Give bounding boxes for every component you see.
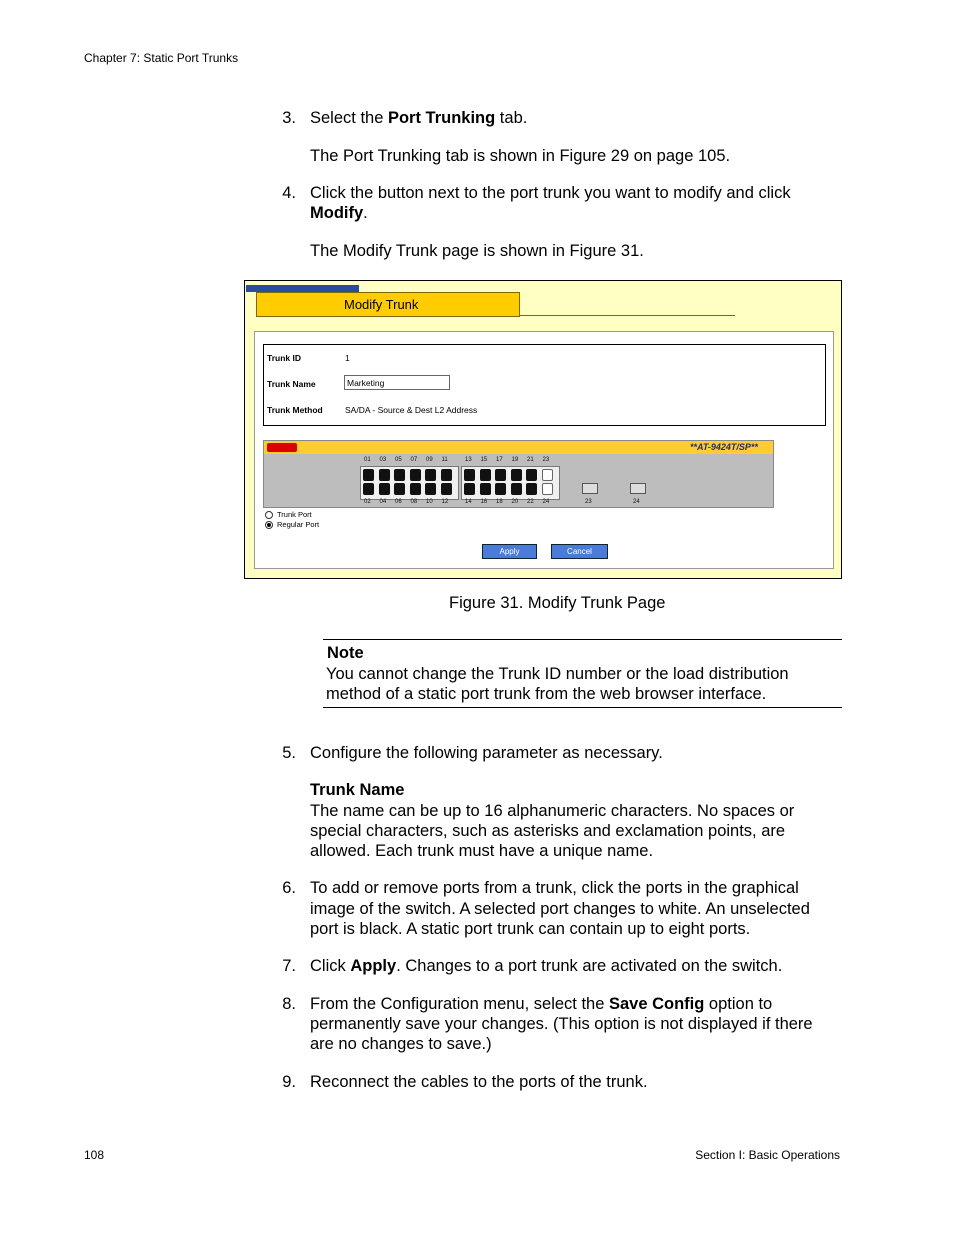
port-label: 09 [426,457,433,463]
port-label: 24 [542,499,550,505]
fiber-port[interactable] [582,483,598,494]
allied-telesis-logo [267,443,297,452]
trunk-id-label: Trunk ID [267,353,302,363]
note-line-2: method of a static port trunk from the web browser interface. [326,685,767,703]
switch-port[interactable] [495,483,506,495]
fiber-port-label: 24 [633,499,640,505]
switch-port[interactable] [425,469,436,481]
chapter-header: Chapter 7: Static Port Trunks [84,51,239,65]
trunk-name-label: Trunk Name [267,379,316,389]
switch-port[interactable] [526,469,537,481]
figure-caption: Figure 31. Modify Trunk Page [449,594,666,612]
step-7-text: Click Apply. Changes to a port trunk are activated on the switch. [310,957,783,975]
step-number: 8. [282,995,296,1013]
regular-port-label: Regular Port [277,520,320,529]
switch-port[interactable] [441,469,452,481]
step-8-line-3: are no changes to save.) [310,1035,492,1053]
section-footer: Section I: Basic Operations [695,1148,840,1162]
switch-port[interactable] [441,483,452,495]
note-title: Note [327,644,364,662]
tab-underline [520,315,735,316]
port-label: 10 [426,499,433,505]
switch-image [263,440,774,508]
step-3-text: Select the Port Trunking tab. [310,109,528,127]
modify-trunk-panel [254,331,834,569]
port-label: 05 [395,457,402,463]
switch-port[interactable] [511,483,522,495]
step-8-line-1: From the Configuration menu, select the Save Config option to [310,995,773,1013]
trunk-name-desc-3: allowed. Each trunk must have a unique name. [310,842,654,860]
port-label: 06 [395,499,402,505]
switch-port[interactable] [495,469,506,481]
step-number: 4. [282,184,296,202]
switch-port[interactable] [542,469,553,481]
step-4-para: The Modify Trunk page is shown in Figure 31. [310,242,644,260]
fiber-port-label: 23 [585,499,592,505]
step-number: 5. [282,744,296,762]
switch-port[interactable] [379,469,390,481]
switch-port[interactable] [480,483,491,495]
fiber-port[interactable] [630,483,646,494]
port-label: 07 [410,457,418,463]
port-label: 17 [496,457,503,463]
port-label: 03 [379,457,387,463]
switch-banner [264,441,773,454]
step-9-text: Reconnect the cables to the ports of the trunk. [310,1073,648,1091]
trunk-name-desc-1: The name can be up to 16 alphanumeric characters. No spaces or [310,802,795,820]
port-label: 02 [364,499,371,505]
modify-trunk-figure [244,280,842,579]
port-label: 11 [441,457,448,463]
switch-port[interactable] [394,469,405,481]
step-3-para: The Port Trunking tab is shown in Figure 29 on page 105. [310,147,731,165]
step-number: 7. [282,957,296,975]
port-label: 04 [379,499,387,505]
trunk-name-input[interactable]: Marketing [344,375,450,390]
step-8-line-2: permanently save your changes. (This option is not displayed if there [310,1015,813,1033]
trunk-port-label: Trunk Port [277,510,312,519]
port-label: 22 [527,499,534,505]
step-5-text: Configure the following parameter as necessary. [310,744,663,762]
switch-port[interactable] [363,469,374,481]
trunk-name-heading: Trunk Name [310,781,405,799]
switch-port[interactable] [410,469,421,481]
note-line-1: You cannot change the Trunk ID number or the load distribution [326,665,789,683]
note-box [323,639,842,708]
port-label: 08 [410,499,418,505]
switch-port[interactable] [526,483,537,495]
port-label: 15 [480,457,488,463]
step-6-line-3: port is black. A static port trunk can contain up to eight ports. [310,920,751,938]
switch-port[interactable] [511,469,522,481]
trunk-method-value: SA/DA - Source & Dest L2 Address [345,405,478,415]
trunk-name-desc-2: special characters, such as asterisks and exclamation points, are [310,822,786,840]
switch-port[interactable] [542,483,553,495]
cancel-button[interactable]: Cancel [551,544,608,559]
step-6-line-2: image of the switch. A selected port changes to white. An unselected [310,900,810,918]
trunk-id-value: 1 [345,353,350,363]
port-label: 21 [527,457,534,463]
tab-bar-accent [246,285,359,292]
port-label: 20 [511,499,519,505]
page-number: 108 [84,1148,105,1162]
step-number: 9. [282,1073,296,1091]
trunk-port-radio[interactable] [265,511,273,519]
port-label: 19 [511,457,519,463]
tab-modify-trunk[interactable]: Modify Trunk [256,292,520,317]
step-6-line-1: To add or remove ports from a trunk, click the ports in the graphical [310,879,799,897]
trunk-form [263,344,826,426]
switch-port[interactable] [425,483,436,495]
switch-port[interactable] [464,483,475,495]
port-label: 16 [480,499,488,505]
port-label: 23 [542,457,550,463]
step-number: 6. [282,879,296,897]
port-label: 14 [465,499,472,505]
switch-model: **AT-9424T/SP** [690,442,758,452]
port-label: 12 [441,499,449,505]
switch-port[interactable] [410,483,421,495]
switch-port[interactable] [464,469,475,481]
port-label: 13 [465,457,472,463]
step-4-line2: Modify. [310,204,368,222]
switch-port[interactable] [394,483,405,495]
regular-port-radio[interactable] [265,521,273,529]
step-4-line1: Click the button next to the port trunk you want to modify and click [310,184,791,202]
apply-button[interactable]: Apply [482,544,537,559]
port-label: 01 [364,457,371,463]
port-label: 18 [496,499,503,505]
trunk-method-label: Trunk Method [267,405,323,415]
switch-port[interactable] [480,469,491,481]
step-number: 3. [282,109,296,127]
switch-port[interactable] [379,483,390,495]
switch-port[interactable] [363,483,374,495]
